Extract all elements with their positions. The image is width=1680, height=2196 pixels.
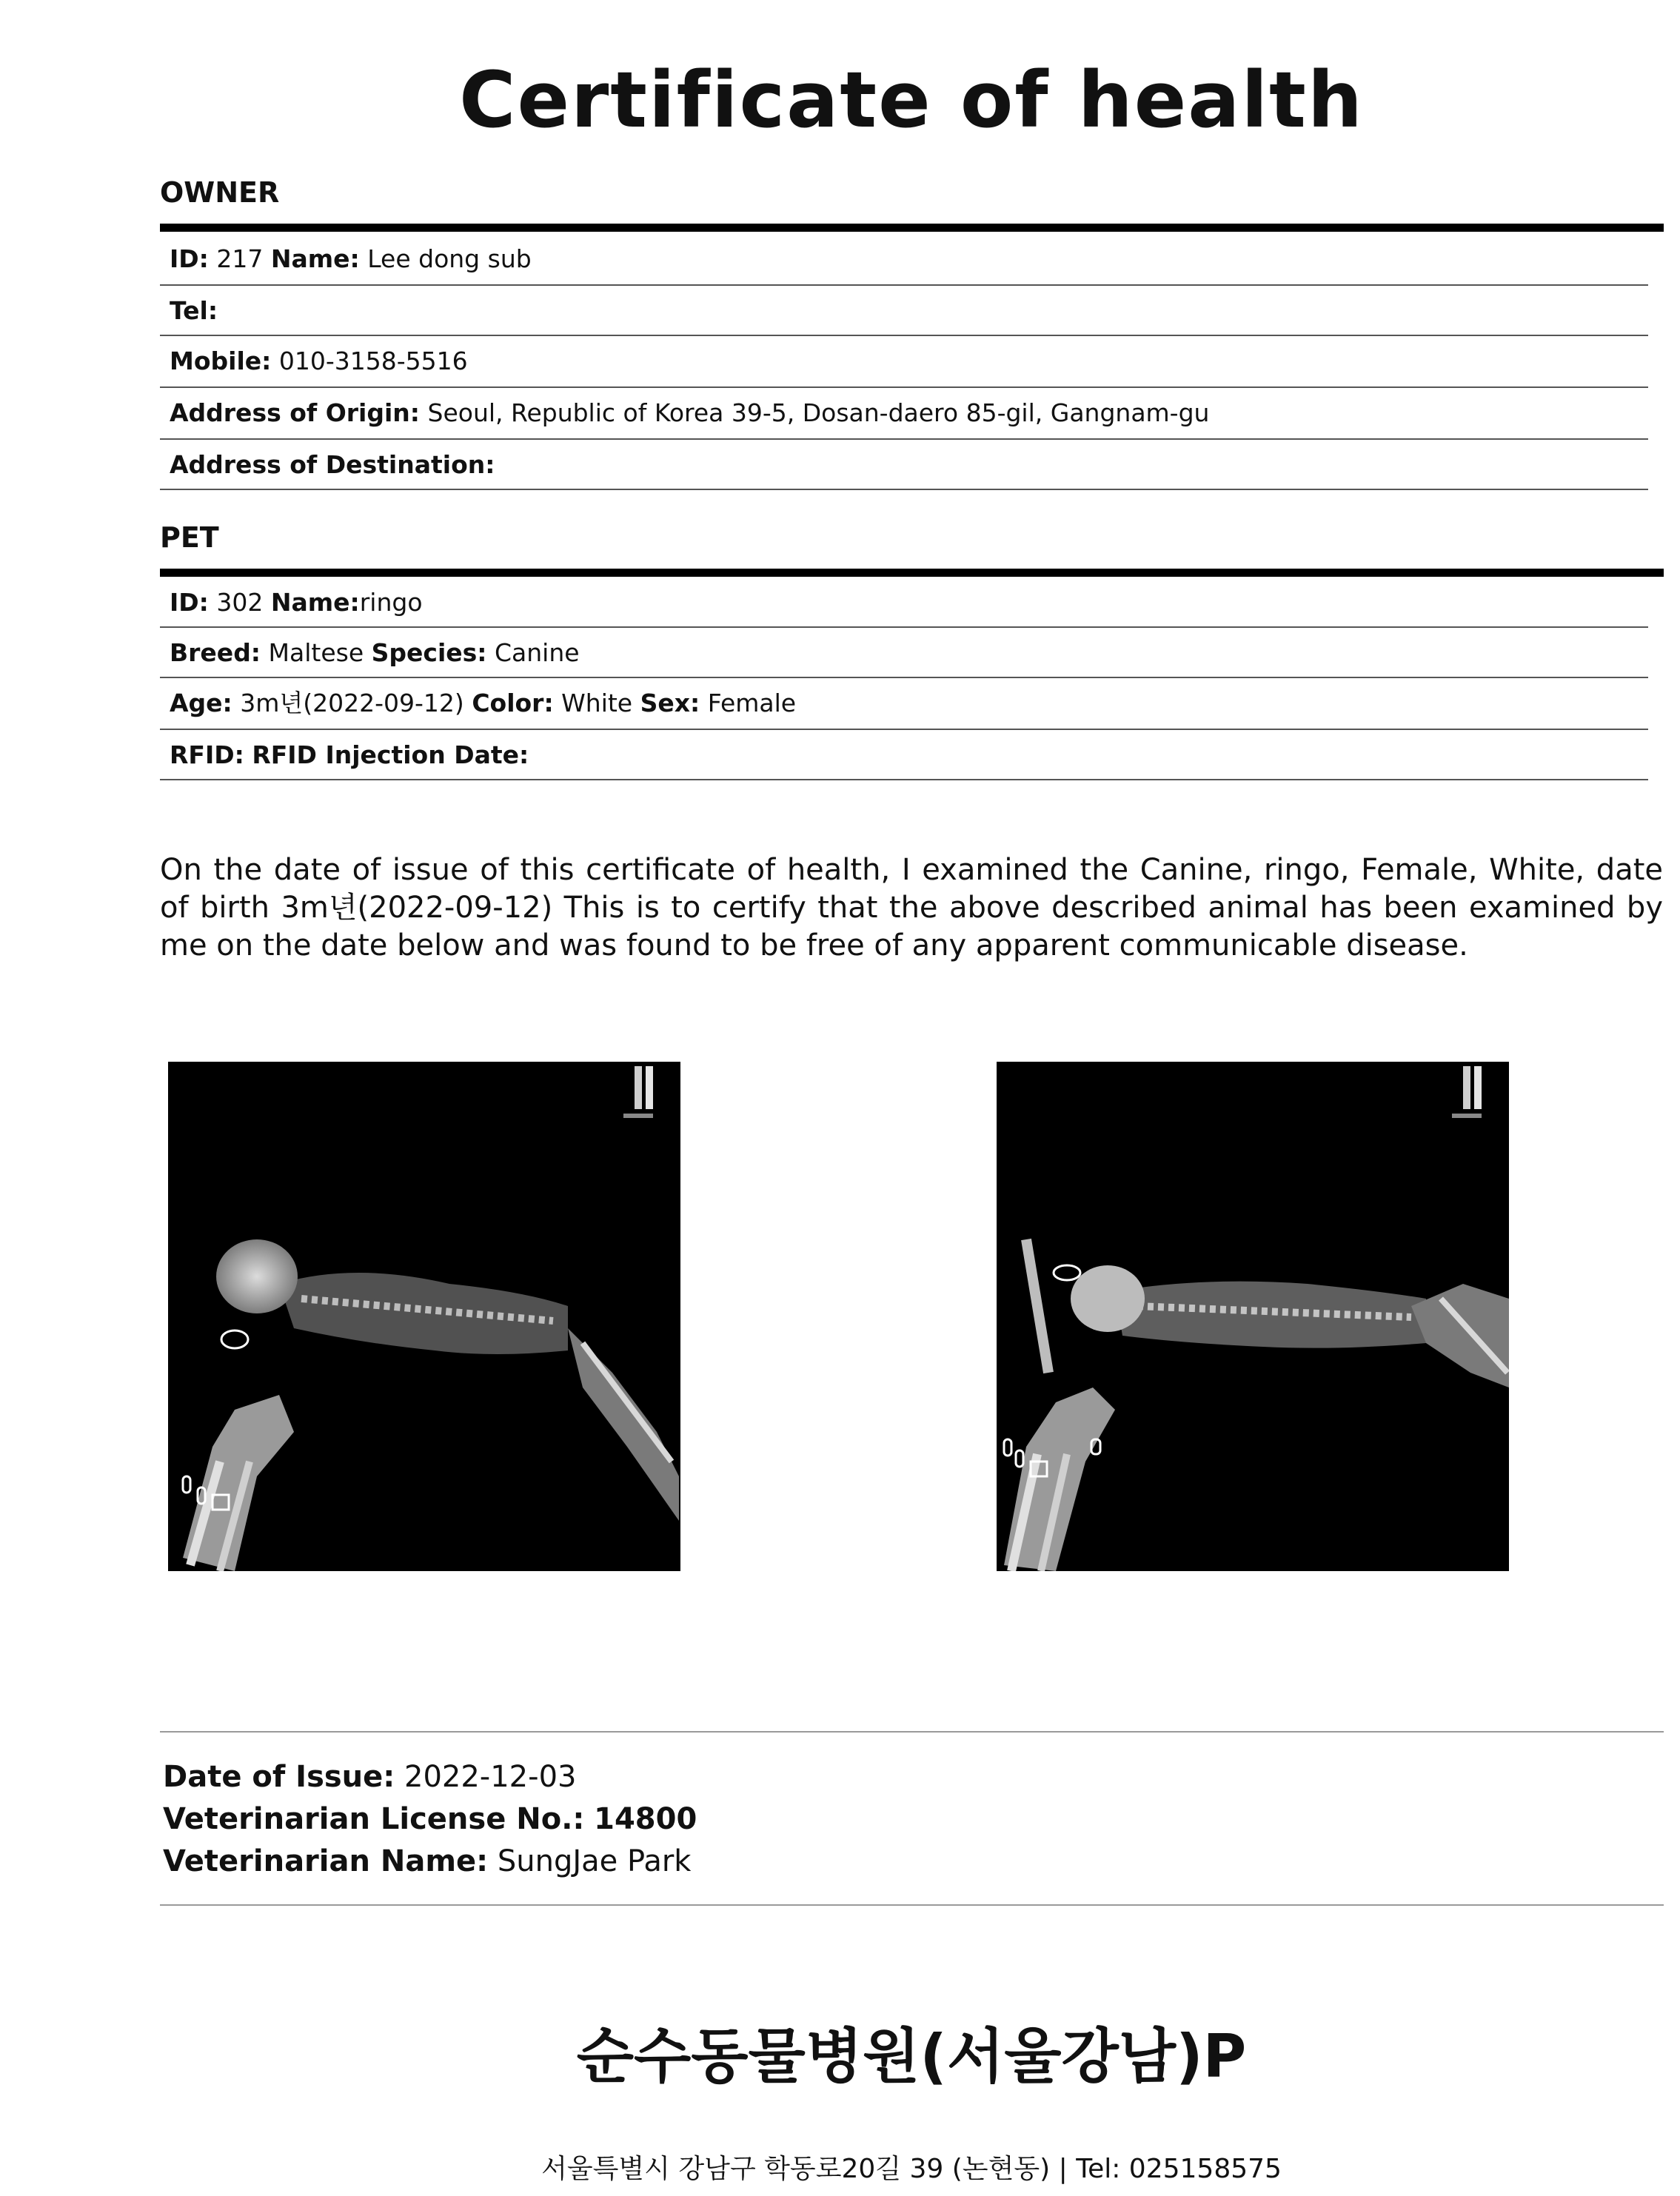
pet-color: White: [561, 689, 633, 717]
issue-date-label: Date of Issue:: [163, 1760, 395, 1794]
owner-row-mobile: [160, 336, 1648, 388]
owner-origin: Seoul, Republic of Korea 39-5, Dosan-daero 85-gil, Gangnam-gu: [427, 398, 1210, 427]
pet-row-breed: [160, 628, 1648, 678]
issue-date: 2022-12-03: [404, 1760, 577, 1794]
pet-color-label: Color:: [472, 689, 554, 717]
vet-name-line: [163, 1841, 697, 1883]
owner-mobile: 010-3158-5516: [278, 347, 468, 375]
pet-species-label: Species:: [371, 638, 487, 667]
owner-tel-label: Tel:: [170, 296, 218, 325]
pet-id-label: ID:: [170, 588, 209, 617]
pet-divider: [160, 569, 1664, 577]
owner-row-tel: [160, 286, 1648, 336]
owner-mobile-label: Mobile:: [170, 347, 272, 375]
hospital-address: 서울특별시 강남구 학동로20길 39 (논현동) | Tel: 025158575: [541, 2154, 1282, 2184]
owner-id-label: ID:: [170, 244, 209, 273]
xray-right-graphic: [997, 1062, 1509, 1571]
pet-heading: PET: [160, 521, 219, 554]
pet-age: 3m년(2022-09-12): [240, 689, 464, 717]
xray-left-graphic: [168, 1062, 680, 1571]
owner-row-id: [160, 234, 1648, 286]
owner-row-origin: [160, 388, 1648, 440]
owner-row-destination: [160, 440, 1648, 490]
pet-rfid-label: RFID:: [170, 740, 244, 769]
pet-id: 302: [216, 588, 264, 617]
footer-bottom-rule: [160, 1904, 1664, 1906]
vet-name-label: Veterinarian Name:: [163, 1844, 489, 1878]
document-title: Certificate of health: [459, 55, 1364, 145]
pet-species: Canine: [495, 638, 580, 667]
pet-sex: Female: [707, 689, 797, 717]
pet-age-label: Age:: [170, 689, 232, 717]
hospital-name: 순수동물병원(서울강남)P: [576, 2022, 1247, 2091]
xray-image-right: [997, 1062, 1509, 1571]
owner-destination-label: Address of Destination:: [170, 450, 495, 479]
license-line: [163, 1798, 697, 1841]
owner-heading: OWNER: [160, 176, 280, 209]
pet-sex-label: Sex:: [640, 689, 700, 717]
license-number: 14800: [594, 1802, 697, 1836]
pet-rfid-date-label: RFID Injection Date:: [252, 740, 529, 769]
footer-top-rule: [160, 1731, 1664, 1733]
pet-breed: Maltese: [268, 638, 364, 667]
owner-name: Lee dong sub: [367, 244, 532, 273]
certification-statement: On the date of issue of this certificate of health, I examined the Canine, ringo, Female, White, date of birth 3m년(2022-09-12) This is to certify that the above described animal has been examined by me on the date below and was found to be free of any apparent communicable disease.: [160, 853, 1663, 963]
pet-row-id: [160, 578, 1648, 628]
pet-table: [160, 578, 1648, 780]
owner-origin-label: Address of Origin:: [170, 398, 420, 427]
pet-row-rfid: [160, 730, 1648, 780]
pet-row-age: [160, 678, 1648, 730]
owner-id: 217: [216, 244, 264, 273]
owner-divider: [160, 224, 1664, 232]
pet-name: ringo: [359, 588, 423, 617]
owner-table: [160, 234, 1648, 490]
license-label: Veterinarian License No.:: [163, 1802, 585, 1836]
xray-image-left: [168, 1062, 680, 1571]
pet-name-label: Name:: [270, 588, 360, 617]
vet-name: SungJae Park: [497, 1844, 692, 1878]
issue-date-line: [163, 1756, 697, 1798]
issue-details: [163, 1756, 697, 1883]
owner-name-label: Name:: [270, 244, 360, 273]
pet-breed-label: Breed:: [170, 638, 261, 667]
